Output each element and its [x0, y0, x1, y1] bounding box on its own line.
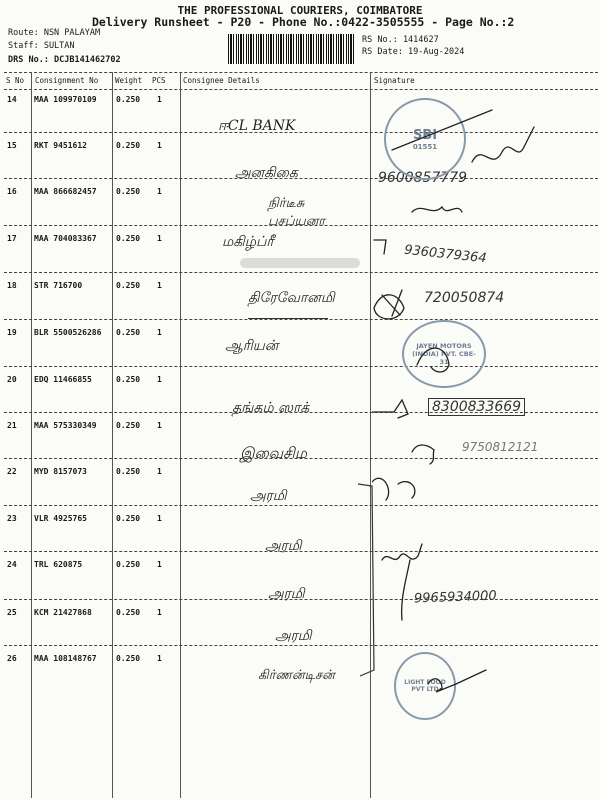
- signature-mark: [382, 544, 422, 560]
- row-pcs: 1: [157, 608, 162, 617]
- row-sno: 14: [7, 95, 17, 104]
- row-weight: 0.250: [116, 187, 141, 196]
- row-weight: 0.250: [116, 328, 141, 337]
- consignee-handwriting: மகிழ்ப்ரீ: [222, 234, 274, 250]
- row-weight: 0.250: [116, 654, 141, 663]
- rs-number: RS No.: 1414627: [362, 35, 439, 45]
- consignee-handwriting: அரமி: [268, 586, 305, 602]
- table-top-rule: [4, 72, 598, 73]
- rs-date: RS Date: 19-Aug-2024: [362, 47, 465, 57]
- row-sno: 21: [7, 421, 17, 430]
- sbi-stamp-label: SBI: [412, 127, 438, 143]
- signature-mark: [372, 400, 408, 418]
- row-pcs: 1: [157, 467, 162, 476]
- signature-mark: [412, 207, 462, 212]
- row-consignment-no: VLR 4925765: [34, 514, 87, 523]
- row-consignment-no: STR 716700: [34, 281, 83, 290]
- consignee-handwriting: அரமி: [265, 538, 302, 554]
- company-stamp: LIGHT FOOD PVT LTD: [394, 652, 456, 720]
- row-sno: 22: [7, 467, 17, 476]
- row-sno: 25: [7, 608, 17, 617]
- company-stamp: JAYEN MOTORS (INDIA) PVT. CBE-31: [402, 320, 486, 388]
- row-consignment-no: TRL 620875: [34, 560, 83, 569]
- row-consignment-no: MAA 109970109: [34, 95, 97, 104]
- drs-label: DRS No.: DCJB141462702: [8, 55, 121, 65]
- row-weight: 0.250: [116, 467, 141, 476]
- row-sno: 26: [7, 654, 17, 663]
- row-pcs: 1: [157, 654, 162, 663]
- row-weight: 0.250: [116, 95, 141, 104]
- row-pcs: 1: [157, 281, 162, 290]
- row-sno: 20: [7, 375, 17, 384]
- signature-phone: 720050874: [424, 290, 505, 306]
- row-consignment-no: BLR 5500526286: [34, 328, 102, 337]
- row-consignment-no: MYD 8157073: [34, 467, 87, 476]
- consignee-handwriting: இவைசிம: [240, 444, 307, 462]
- row-pcs: 1: [157, 421, 162, 430]
- row-weight: 0.250: [116, 514, 141, 523]
- col-sno-header: S No: [6, 76, 25, 85]
- row-consignment-no: RKT 9451612: [34, 141, 87, 150]
- consignee-handwriting: நிர்டீசு பசப்யனா: [268, 196, 326, 229]
- signature-mark: [417, 348, 449, 372]
- sbi-stamp-code: 01551: [412, 142, 438, 151]
- consignee-handwriting: அரமி: [275, 628, 312, 644]
- row-sno: 23: [7, 514, 17, 523]
- row-sno: 19: [7, 328, 17, 337]
- row-weight: 0.250: [116, 375, 141, 384]
- consignee-handwriting: ஈCL BANK: [218, 118, 296, 134]
- row-weight: 0.250: [116, 234, 141, 243]
- signature-mark: [412, 445, 434, 464]
- col-divider: [180, 72, 181, 798]
- row-weight: 0.250: [116, 560, 141, 569]
- signature-scribbles: [372, 90, 598, 800]
- row-sno: 18: [7, 281, 17, 290]
- consignee-handwriting: திரேவோனமி: [248, 290, 335, 306]
- col-divider: [370, 72, 371, 798]
- row-pcs: 1: [157, 141, 162, 150]
- col-weight-header: Weight: [115, 76, 143, 85]
- row-consignment-no: MAA 108148767: [34, 654, 97, 663]
- row-pcs: 1: [157, 187, 162, 196]
- row-weight: 0.250: [116, 281, 141, 290]
- signature-phone: 8300833669: [428, 398, 525, 416]
- consignee-handwriting: அரமி: [250, 488, 287, 504]
- col-signature-header: Signature: [374, 76, 415, 85]
- signature-phone: 9750812121: [462, 440, 539, 454]
- col-consignment-header: Consignment No: [35, 76, 99, 85]
- row-pcs: 1: [157, 560, 162, 569]
- runsheet-title: Delivery Runsheet - P20 - Phone No.:0422-3505555 - Page No.:2: [92, 15, 515, 29]
- bracket-mark: [354, 480, 382, 680]
- row-weight: 0.250: [116, 421, 141, 430]
- row-sno: 15: [7, 141, 17, 150]
- smudge: [240, 258, 360, 268]
- row-weight: 0.250: [116, 141, 141, 150]
- staff-label: Staff: SULTAN: [8, 41, 75, 51]
- row-pcs: 1: [157, 95, 162, 104]
- route-label: Route: NSN PALAYAM: [8, 28, 101, 38]
- consignee-handwriting: ஆரியன்: [225, 338, 279, 354]
- barcode: [228, 34, 356, 64]
- col-pcs-header: PCS: [152, 76, 166, 85]
- row-sno: 16: [7, 187, 17, 196]
- consignee-handwriting: கிர்ணன்டிசன்: [258, 668, 335, 683]
- signature-mark: [428, 670, 486, 692]
- row-weight: 0.250: [116, 608, 141, 617]
- row-pcs: 1: [157, 375, 162, 384]
- row-pcs: 1: [157, 514, 162, 523]
- signature-phone: 9965934000: [413, 588, 497, 607]
- consignee-handwriting: தங்கம் ஸாக்: [232, 400, 310, 416]
- row-consignment-no: MAA 704083367: [34, 234, 97, 243]
- signature-mark: [472, 127, 534, 162]
- signature-mark: [392, 110, 492, 150]
- row-consignment-no: MAA 866682457: [34, 187, 97, 196]
- row-sno: 24: [7, 560, 17, 569]
- signature-phone: 9600857779: [378, 170, 468, 186]
- row-consignment-no: MAA 575330349: [34, 421, 97, 430]
- row-consignment-no: KCM 21427868: [34, 608, 92, 617]
- row-sno: 17: [7, 234, 17, 243]
- row-pcs: 1: [157, 234, 162, 243]
- company-title: THE PROFESSIONAL COURIERS, COIMBATORE: [177, 4, 423, 17]
- row-pcs: 1: [157, 328, 162, 337]
- consignee-handwriting: அனகிகை: [235, 165, 298, 181]
- strikethrough-line: [248, 318, 328, 319]
- row-consignment-no: EDQ 11466855: [34, 375, 92, 384]
- col-divider: [31, 72, 32, 798]
- signature-mark: [374, 290, 404, 319]
- signature-mark: [374, 240, 386, 254]
- col-consignee-header: Consignee Details: [183, 76, 260, 85]
- signature-phone: 9360379364: [403, 242, 488, 267]
- col-divider: [112, 72, 113, 798]
